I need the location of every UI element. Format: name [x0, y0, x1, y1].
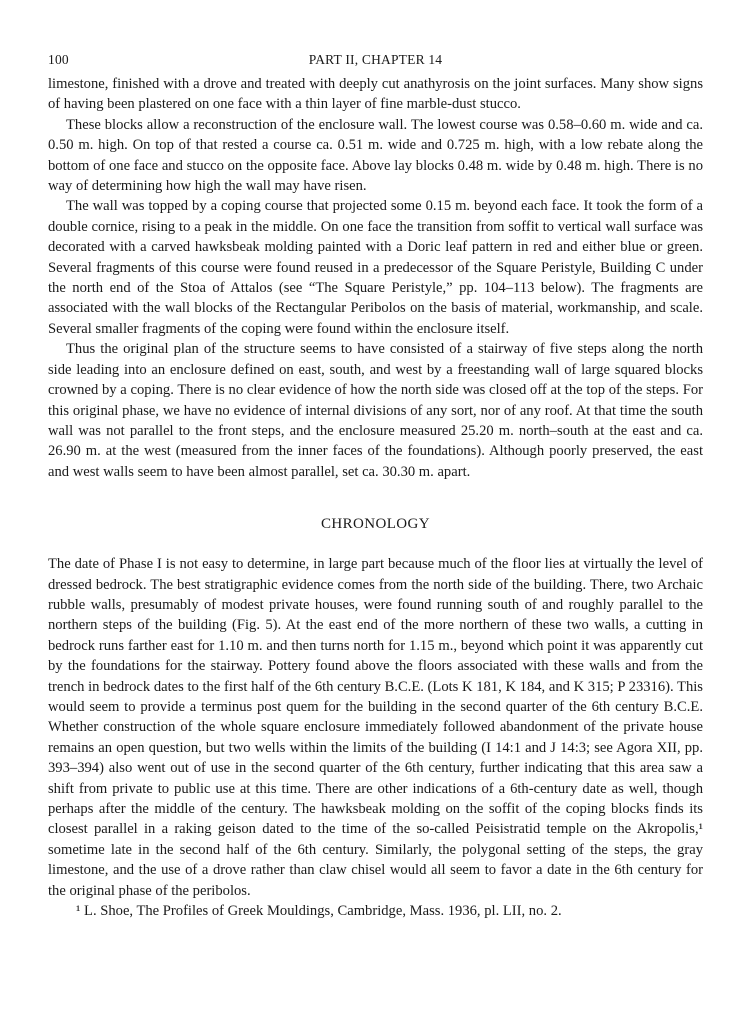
document-page: [48, 52, 703, 921]
paragraph-chronology: The date of Phase I is not easy to determine, in large part because much of the floor lies at virtually the level of dressed bedrock. The best stratigraphic evidence comes from the north side of the building. There, two Archaic rubble walls, presumably of modest private houses, were found running south of and roughly parallel to the northern steps of the building (Fig. 5). At the east end of the more northern of these two walls, a cutting in bedrock runs farther east for 1.10 m. and then turns north for 1.15 m., beyond which point it was apparently cut by the foundations for the stairway. Pottery found above the floors associated with these walls and from the trench in bedrock dates to the first half of the 6th century B.C.E. (Lots K 181, K 184, and K 315; P 23316). This would seem to provide a terminus post quem for the building in the second quarter of the 6th century B.C.E. Whether construction of the whole square enclosure immediately followed abandonment of the private house remains an open question, but two wells within the limits of the building (I 14:1 and J 14:3; see Agora XII, pp. 393–394) also went out of use in the second quarter of the 6th century, further indicating that this area saw a shift from private to public use at this time. There are other indications of a 6th-century date as well, though perhaps after the middle of the century. The hawksbeak molding on the soffit of the coping blocks finds its closest parallel in a raking geison dated to the time of the so-called Peisistratid temple on the Akropolis,¹ sometime late in the second half of the 6th century. Similarly, the polygonal setting of the steps, the gray limestone, and the use of a drove rather than claw chisel would all seem to favor a date in the 6th century for the original phase of the peribolos.: [48, 556, 703, 899]
paragraph-continuation: limestone, finished with a drove and treated with deeply cut anathyrosis on the joint surfaces. Many show signs of having been plastered on one face with a thin layer of fine marble-dust stucco.: [48, 76, 703, 113]
footnote: ¹ L. Shoe, The Profiles of Greek Mouldings, Cambridge, Mass. 1936, pl. LII, no. 2.: [76, 903, 562, 920]
paragraph-wall-reconstruction: These blocks allow a reconstruction of the enclosure wall. The lowest course was 0.58–0.60 m. wide and ca. 0.50 m. high. On top of that rested a course ca. 0.51 m. wide and 0.725 m. high, with a low rebate along the bottom of one face and stucco on the opposite face. Above lay blocks 0.48 m. wide by 0.48 m. high. There is no way of determining how high the wall may have risen.: [48, 116, 703, 195]
section-title: CHRONOLOGY: [321, 516, 430, 533]
page-header: [48, 52, 703, 74]
paragraph-original-plan: Thus the original plan of the structure seems to have consisted of a stairway of five steps along the north side leading into an enclosure defined on east, south, and west by a freestanding wall of large squared blocks crowned by a coping. There is no clear evidence of how the north side was closed off at the top of the steps. For this original phase, we have no evidence of internal divisions of any sort, nor of any roof. At that time the south wall was not parallel to the front steps, and the enclosure measured 25.20 m. north–south at the east and ca. 26.90 m. at the west (measured from the inner faces of the foundations). Although poorly preserved, the east and west walls seem to have been almost parallel, set ca. 30.30 m. apart.: [48, 341, 703, 480]
running-head: PART II, CHAPTER 14: [308, 52, 443, 67]
page-number: 100: [48, 52, 69, 67]
body-text: [48, 74, 703, 921]
paragraph-coping-course: The wall was topped by a coping course that projected some 0.15 m. beyond each face. It took the form of a double cornice, rising to a peak in the middle. On one face the transition from soffit to vertical wall surface was decorated with a carved hawksbeak molding painted with a Doric leaf pattern in red and either blue or green. Several fragments of this course were found reused in a predecessor of the Square Peristyle, Building C under the north end of the Stoa of Attalos (see “The Square Peristyle,” pp. 104–113 below). The fragments are associated with the wall blocks of the Rectangular Peribolos on the basis of material, workmanship, and scale. Several smaller fragments of the coping were found within the enclosure itself.: [48, 198, 703, 337]
